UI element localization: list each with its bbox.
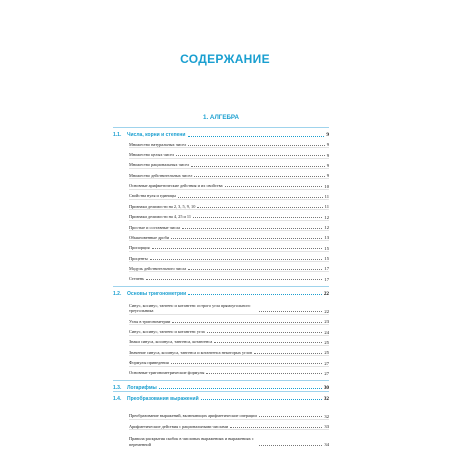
page-number: 17 — [324, 266, 329, 272]
group-title: Числа, корни и степени — [127, 132, 186, 138]
page-number: 11 — [324, 204, 329, 210]
page-number: 30 — [323, 384, 329, 391]
dot-leader — [230, 427, 322, 428]
dot-leader — [152, 248, 323, 249]
toc-entry[interactable] — [129, 420, 329, 430]
toc-entry[interactable] — [129, 346, 329, 356]
entry-title: Признаки делимости на 2, 3, 5, 9, 10 — [129, 203, 196, 209]
entry-title: Множество действительных чисел — [129, 172, 193, 178]
toc-entry[interactable] — [129, 231, 329, 241]
toc-entry[interactable] — [129, 297, 329, 315]
toc-entry[interactable] — [129, 272, 329, 281]
group-number: 1.3. — [113, 384, 122, 391]
toc-group-heading[interactable] — [113, 128, 329, 138]
entry-title: Множество целых чисел — [129, 152, 175, 158]
page-number: 17 — [324, 276, 329, 282]
toc-groups — [113, 127, 329, 451]
dot-leader — [197, 207, 322, 208]
toc-entry[interactable] — [129, 336, 329, 346]
page-number: 9 — [326, 173, 329, 179]
dot-leader — [188, 145, 324, 146]
toc-entry[interactable] — [129, 430, 329, 447]
toc-entry[interactable] — [129, 241, 329, 251]
group-number: 1.4. — [113, 395, 122, 402]
entry-title: Синус, косинус, тангенс и котангенс острого угла прямоугольного треугольника — [129, 302, 251, 314]
toc-group — [113, 380, 329, 391]
page-number: 15 — [324, 245, 329, 251]
page-title: СОДЕРЖАНИЕ — [180, 52, 270, 66]
entry-title: Основные арифметические действия и их свойства — [129, 183, 223, 189]
table-of-contents — [113, 114, 329, 451]
entry-title: Углы в тригонометрии — [129, 318, 171, 324]
toc-entry[interactable] — [129, 159, 329, 169]
page-number: 13 — [324, 235, 329, 241]
page-number: 25 — [324, 339, 329, 345]
entry-title: Свойства нуля и единицы — [129, 193, 177, 199]
entry-title: Множество рациональных чисел — [129, 162, 190, 168]
toc-group — [113, 286, 329, 380]
entry-title: Правила раскрытия скобок в числовых выражениях и выражениях с переменной — [129, 436, 254, 447]
toc-entry[interactable] — [129, 221, 329, 231]
toc-entry[interactable] — [129, 210, 329, 220]
page-number: 15 — [324, 256, 329, 262]
dot-leader — [150, 259, 323, 260]
dot-leader — [206, 373, 322, 374]
dot-leader — [201, 399, 322, 400]
dot-leader — [182, 228, 322, 229]
group-spacer — [113, 447, 329, 451]
dot-leader — [146, 279, 322, 280]
toc-group — [113, 127, 329, 286]
dot-leader — [159, 388, 322, 389]
page-number: 23 — [324, 319, 329, 325]
toc-entry[interactable] — [129, 200, 329, 210]
group-number: 1.1. — [113, 132, 122, 138]
page-number: 32 — [323, 395, 329, 402]
page-number: 9 — [326, 142, 329, 148]
dot-leader — [191, 166, 325, 167]
entry-title: Преобразование выражений, включающих арифметические операции — [129, 413, 257, 419]
page-number: 12 — [324, 214, 329, 220]
dot-leader — [188, 136, 325, 137]
page-number: 9 — [326, 132, 329, 138]
dot-leader — [259, 416, 323, 417]
entry-title: Простые и составные числа — [129, 224, 181, 230]
dot-leader — [254, 353, 322, 354]
dot-leader — [176, 155, 325, 156]
entry-title: Модуль действительного числа — [129, 265, 187, 271]
toc-entry[interactable] — [129, 148, 329, 158]
entry-title: Арифметические действия с рациональными числами — [129, 423, 228, 429]
dot-leader — [207, 332, 323, 333]
page-number: 22 — [324, 308, 329, 314]
toc-entry[interactable] — [129, 138, 329, 148]
page-number: 10 — [324, 183, 329, 189]
dot-leader — [171, 363, 323, 364]
entry-title: Формулы приведения — [129, 359, 169, 365]
group-title: Основы тригонометрии — [127, 290, 187, 297]
page-number: 27 — [324, 360, 329, 366]
dot-leader — [259, 445, 322, 446]
page-number: 22 — [323, 290, 329, 297]
dot-leader — [171, 238, 322, 239]
entry-title: Синус, косинус, тангенс и котангенс угла — [129, 328, 205, 334]
entry-title: Множество натуральных чисел — [129, 141, 187, 147]
entry-title: Значение синуса, косинуса, тангенса и котангенса некоторых углов — [129, 349, 253, 355]
toc-entry[interactable] — [129, 169, 329, 179]
page-number: 25 — [324, 350, 329, 356]
page-number: 9 — [326, 152, 329, 158]
toc-entry[interactable] — [129, 367, 329, 376]
dot-leader — [214, 342, 322, 343]
entry-title: Признаки делимости на 4, 25 и 11 — [129, 214, 192, 220]
entry-title: Степень — [129, 276, 145, 282]
page-number: 9 — [326, 163, 329, 169]
toc-group-heading[interactable] — [113, 392, 329, 402]
group-number: 1.2. — [113, 290, 122, 297]
toc-entry[interactable] — [129, 325, 329, 335]
toc-entry[interactable] — [129, 252, 329, 262]
dot-leader — [188, 294, 322, 295]
page-number: 32 — [324, 413, 329, 419]
dot-leader — [178, 197, 323, 198]
entry-title: Основные тригонометрические формулы — [129, 370, 205, 376]
toc-entry[interactable] — [129, 402, 329, 420]
dot-leader — [194, 176, 324, 177]
toc-entry[interactable] — [129, 190, 329, 200]
page-number: 11 — [324, 194, 329, 200]
toc-entry[interactable] — [129, 262, 329, 272]
toc-group-heading[interactable] — [113, 381, 329, 391]
entry-title: Пропорция — [129, 245, 150, 251]
entry-title: Проценты — [129, 255, 148, 261]
dot-leader — [193, 217, 322, 218]
toc-group-heading[interactable] — [113, 287, 329, 297]
group-title: Преобразования выражений — [127, 395, 199, 402]
page-number: 27 — [324, 370, 329, 376]
toc-entry[interactable] — [129, 315, 329, 325]
entry-title: Обыкновенные дроби — [129, 234, 170, 240]
page-number: 24 — [324, 329, 329, 335]
dot-leader — [172, 322, 322, 323]
toc-entry[interactable] — [129, 179, 329, 189]
dot-leader — [225, 186, 323, 187]
dot-leader — [188, 269, 322, 270]
page-number: 12 — [324, 225, 329, 231]
toc-entry[interactable] — [129, 356, 329, 366]
dot-leader — [259, 311, 322, 312]
page-number: 33 — [324, 424, 329, 430]
section-title: 1. АЛГЕБРА — [203, 114, 239, 121]
entry-title: Знаки синуса, косинуса, тангенса, котангенса — [129, 339, 213, 345]
group-title: Логарифмы — [127, 384, 157, 391]
toc-group — [113, 391, 329, 451]
page-number: 34 — [324, 442, 329, 448]
